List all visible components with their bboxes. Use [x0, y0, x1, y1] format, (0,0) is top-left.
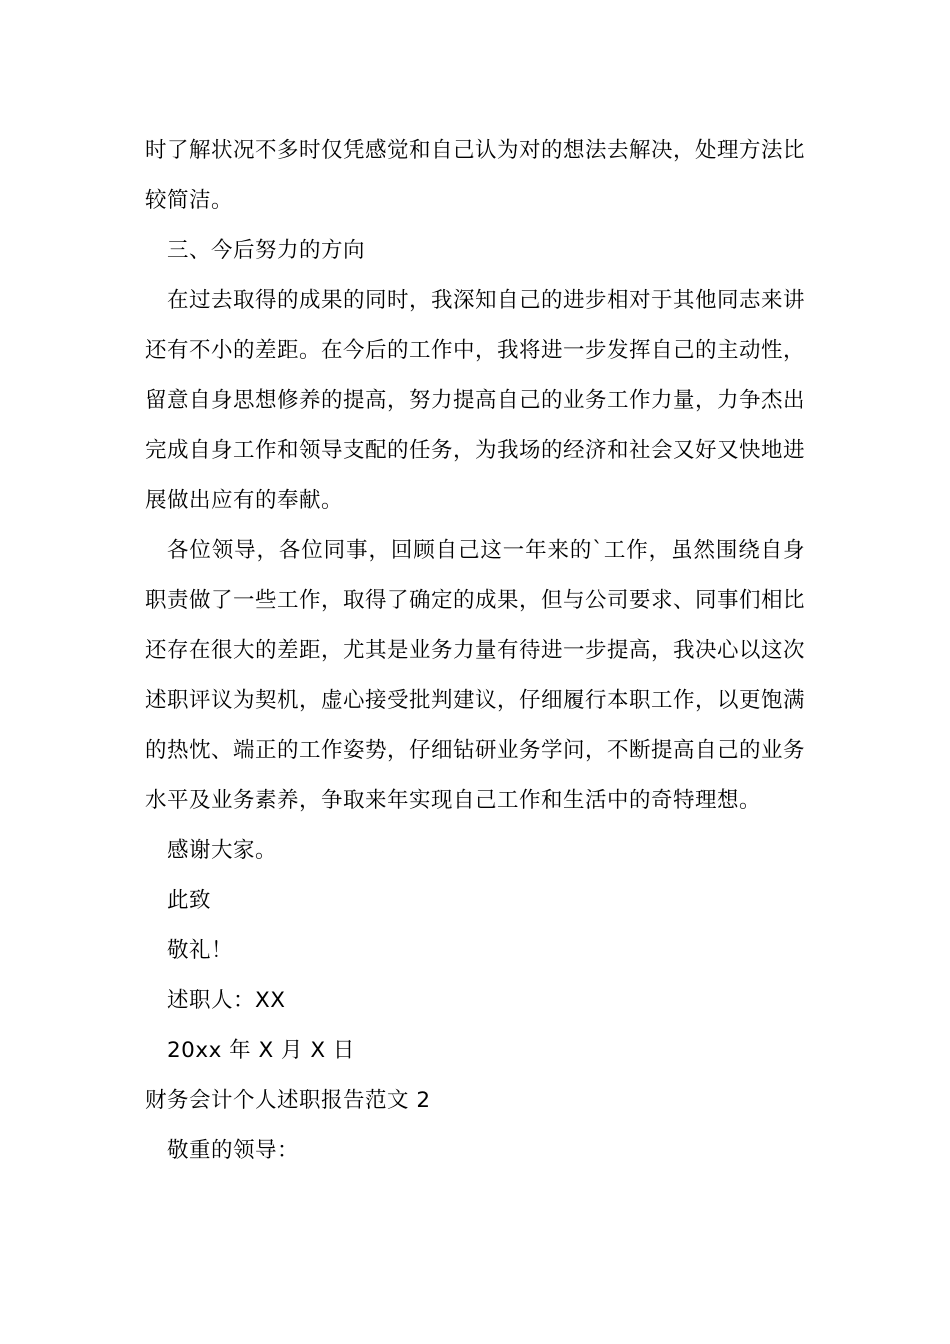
- next-report-salutation: 敬重的领导：: [167, 1138, 300, 1163]
- paragraph-conclusion: 各位领导，各位同事，回顾自己这一年来的`工作，虽然围绕自身职责做了一些工作，取得了确定的成果，但与公司要求、同事们相比还存在很大的差距，尤其是业务力量有待进一步提高，我决心以这次述职评议为契机，虚心接受批判建议，仔细履行本职工作，以更饱满的热忱、端正的工作姿势，仔细钻研业务学问，不断提高自己的业务水平及业务素养，争取来年实现自己工作和生活中的奇特理想。: [145, 538, 806, 813]
- closing-thanks: 感谢大家。: [167, 838, 278, 863]
- closing-date: 20xx 年 X 月 X 日: [167, 1038, 355, 1063]
- closing-reporter: 述职人：XX: [167, 988, 286, 1013]
- paragraph-continuation: 时了解状况不多时仅凭感觉和自己认为对的想法去解决，处理方法比较简洁。: [145, 138, 806, 213]
- next-report-title: 财务会计个人述职报告范文 2: [145, 1088, 431, 1113]
- closing-cizhi: 此致: [167, 888, 212, 913]
- document-body: [145, 126, 805, 1176]
- paragraph-future-direction: 在过去取得的成果的同时，我深知自己的进步相对于其他同志来讲还有不小的差距。在今后的工作中，我将进一步发挥自己的主动性，留意自身思想修养的提高，努力提高自己的业务工作力量，力争杰出完成自身工作和领导支配的任务，为我场的经济和社会又好又快地进展做出应有的奉献。: [145, 288, 806, 513]
- section-heading-future-direction: 三、今后努力的方向: [167, 238, 366, 263]
- closing-jingli: 敬礼！: [167, 938, 234, 963]
